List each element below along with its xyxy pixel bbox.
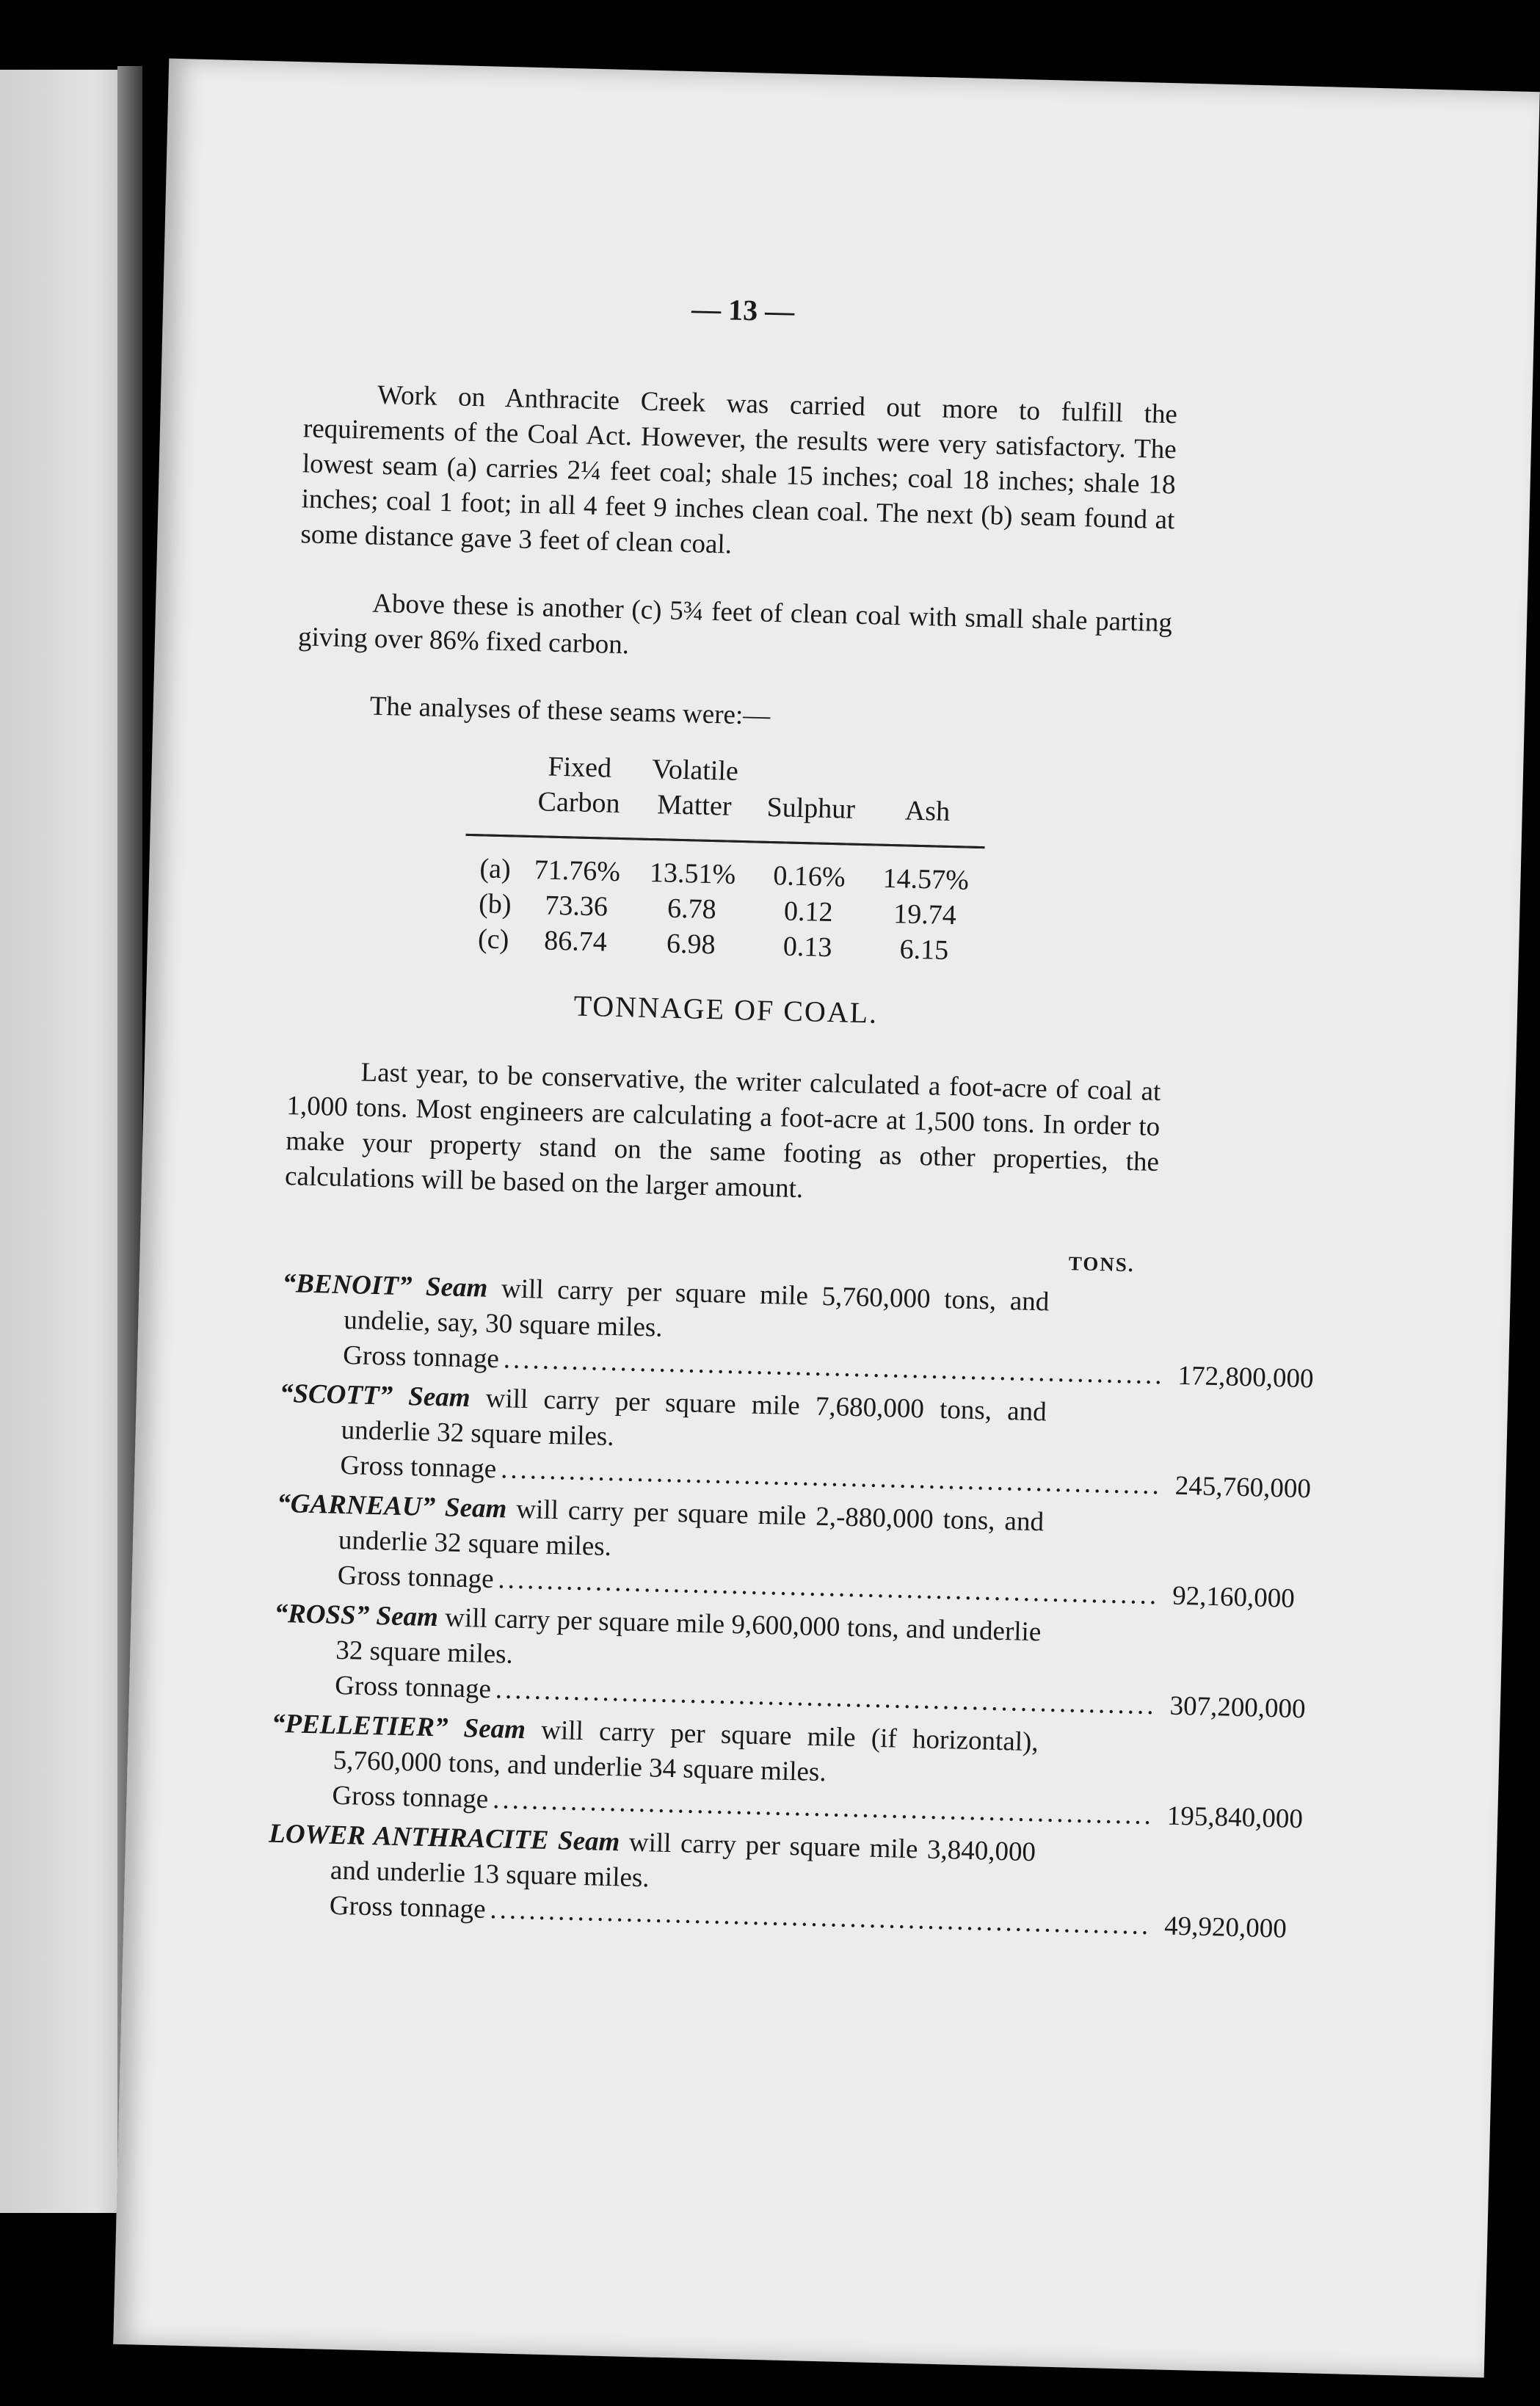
seam-entry bbox=[266, 1817, 1287, 1944]
facing-page bbox=[0, 70, 137, 2213]
header-volatile-matter: Volatile Matter bbox=[651, 754, 739, 822]
gross-tonnage-label: Gross tonnage bbox=[332, 1780, 489, 1814]
leader-dots: .................................................................... bbox=[490, 1894, 1152, 1941]
page-number: — 13 — bbox=[691, 292, 795, 328]
cell-sulphur: 0.13 bbox=[782, 931, 832, 964]
analyses-intro: The analyses of these seams were:— bbox=[369, 691, 771, 731]
leader-dots: .................................................................... bbox=[498, 1564, 1160, 1611]
gross-tonnage-value: 172,800,000 bbox=[1177, 1360, 1315, 1395]
header-ash: Ash bbox=[904, 795, 951, 827]
seam-text: will carry per square mile 5,760,000 tons, and undelie, say, 30 square miles. bbox=[343, 1273, 1050, 1343]
seam-text: will carry per square mile 7,680,000 tons, and underlie 32 square miles. bbox=[341, 1383, 1047, 1453]
header-sulphur: Sulphur bbox=[766, 791, 856, 825]
analyses-table-wrapper bbox=[463, 747, 982, 969]
section-heading: TONNAGE OF COAL. bbox=[573, 989, 879, 1030]
cell-fixed-carbon: 71.76% bbox=[534, 854, 621, 887]
cell-fixed-carbon: 86.74 bbox=[543, 925, 608, 958]
cell-volatile-matter: 13.51% bbox=[649, 857, 736, 890]
seam-name: “SCOTT” Seam bbox=[279, 1378, 471, 1414]
cell-ash: 14.57% bbox=[882, 862, 970, 896]
cell-volatile-matter: 6.78 bbox=[667, 893, 717, 926]
cell-sulphur: 0.12 bbox=[783, 895, 834, 928]
document-page bbox=[113, 59, 1540, 2378]
seam-name: “BENOIT” Seam bbox=[282, 1268, 488, 1304]
gross-tonnage-value: 307,200,000 bbox=[1169, 1690, 1307, 1725]
row-label: (b) bbox=[478, 888, 512, 920]
leader-dots: .................................................................... bbox=[492, 1784, 1155, 1831]
gross-tonnage-value: 245,760,000 bbox=[1174, 1470, 1312, 1505]
gross-tonnage-value: 92,160,000 bbox=[1172, 1580, 1296, 1614]
cell-ash: 19.74 bbox=[893, 898, 957, 931]
seam-name: “ROSS” Seam bbox=[274, 1598, 439, 1633]
leader-dots: .................................................................... bbox=[500, 1454, 1163, 1501]
cell-volatile-matter: 6.98 bbox=[666, 928, 716, 961]
analyses-table bbox=[463, 747, 987, 969]
gross-tonnage-label: Gross tonnage bbox=[337, 1560, 495, 1595]
page-content bbox=[266, 282, 1315, 1947]
cell-sulphur: 0.16% bbox=[772, 860, 846, 893]
cell-ash: 6.15 bbox=[899, 934, 949, 966]
tons-column-header: TONS. bbox=[1068, 1252, 1135, 1276]
header-label bbox=[466, 747, 523, 836]
seam-name: “GARNEAU” Seam bbox=[276, 1488, 507, 1524]
paragraph-anthracite-creek: Work on Anthracite Creek was carried out more to fulfill the requirements of the Coal Act. However, the results were very satisfactory. The lowest seam (a) carries 2¼ feet coal; shale 15 inches; coal 18 inches; shale 18 inches; coal 1 foot; in all 4 feet 9 inches clean coal. The next (b) seam found at some distance gave 3 feet of clean coal. bbox=[300, 379, 1178, 560]
gross-tonnage-value: 49,920,000 bbox=[1163, 1911, 1287, 1944]
gross-tonnage-label: Gross tonnage bbox=[340, 1450, 497, 1485]
seam-name: “PELLETIER” Seam bbox=[271, 1708, 526, 1745]
gross-tonnage-value: 195,840,000 bbox=[1166, 1800, 1304, 1835]
seam-text: will carry per square mile 3,840,000 and underlie 13 square miles. bbox=[330, 1827, 1036, 1894]
gross-tonnage-label: Gross tonnage bbox=[334, 1670, 492, 1705]
header-fixed-carbon: Fixed Carbon bbox=[537, 751, 621, 819]
leader-dots: .................................................................... bbox=[503, 1344, 1166, 1391]
seam-text: will carry per square mile (if horizontal), 5,760,000 tons, and underlie 34 square miles. bbox=[333, 1715, 1039, 1788]
paragraph-tonnage: Last year, to be conservative, the writer calculated a foot-acre of coal at 1,000 tons. Most engineers are calculating a foot-acre at 1,500 tons. In order to make your property stand on the same footing as other properties, the calculations will be based on the larger amount. bbox=[284, 1057, 1161, 1204]
gross-tonnage-label: Gross tonnage bbox=[329, 1890, 487, 1925]
analyses-header-row bbox=[466, 747, 987, 848]
row-label: (c) bbox=[477, 923, 509, 956]
cell-fixed-carbon: 73.36 bbox=[544, 890, 609, 923]
seam-text: will carry per square mile 2,-880,000 tons, and underlie 32 square miles. bbox=[338, 1494, 1045, 1562]
gross-tonnage-label: Gross tonnage bbox=[342, 1340, 500, 1375]
seam-entry bbox=[275, 1486, 1296, 1614]
leader-dots: .................................................................... bbox=[495, 1674, 1158, 1721]
seam-text: will carry per square mile 9,600,000 tons, and underlie 32 square miles. bbox=[335, 1602, 1042, 1670]
paragraph-seam-c: Above these is another (c) 5¾ feet of clean coal with small shale parting giving over 86% fixed carbon. bbox=[297, 588, 1173, 661]
seam-entry bbox=[280, 1266, 1315, 1395]
seam-name: LOWER ANTHRACITE Seam bbox=[268, 1818, 620, 1858]
row-label: (a) bbox=[479, 853, 512, 885]
